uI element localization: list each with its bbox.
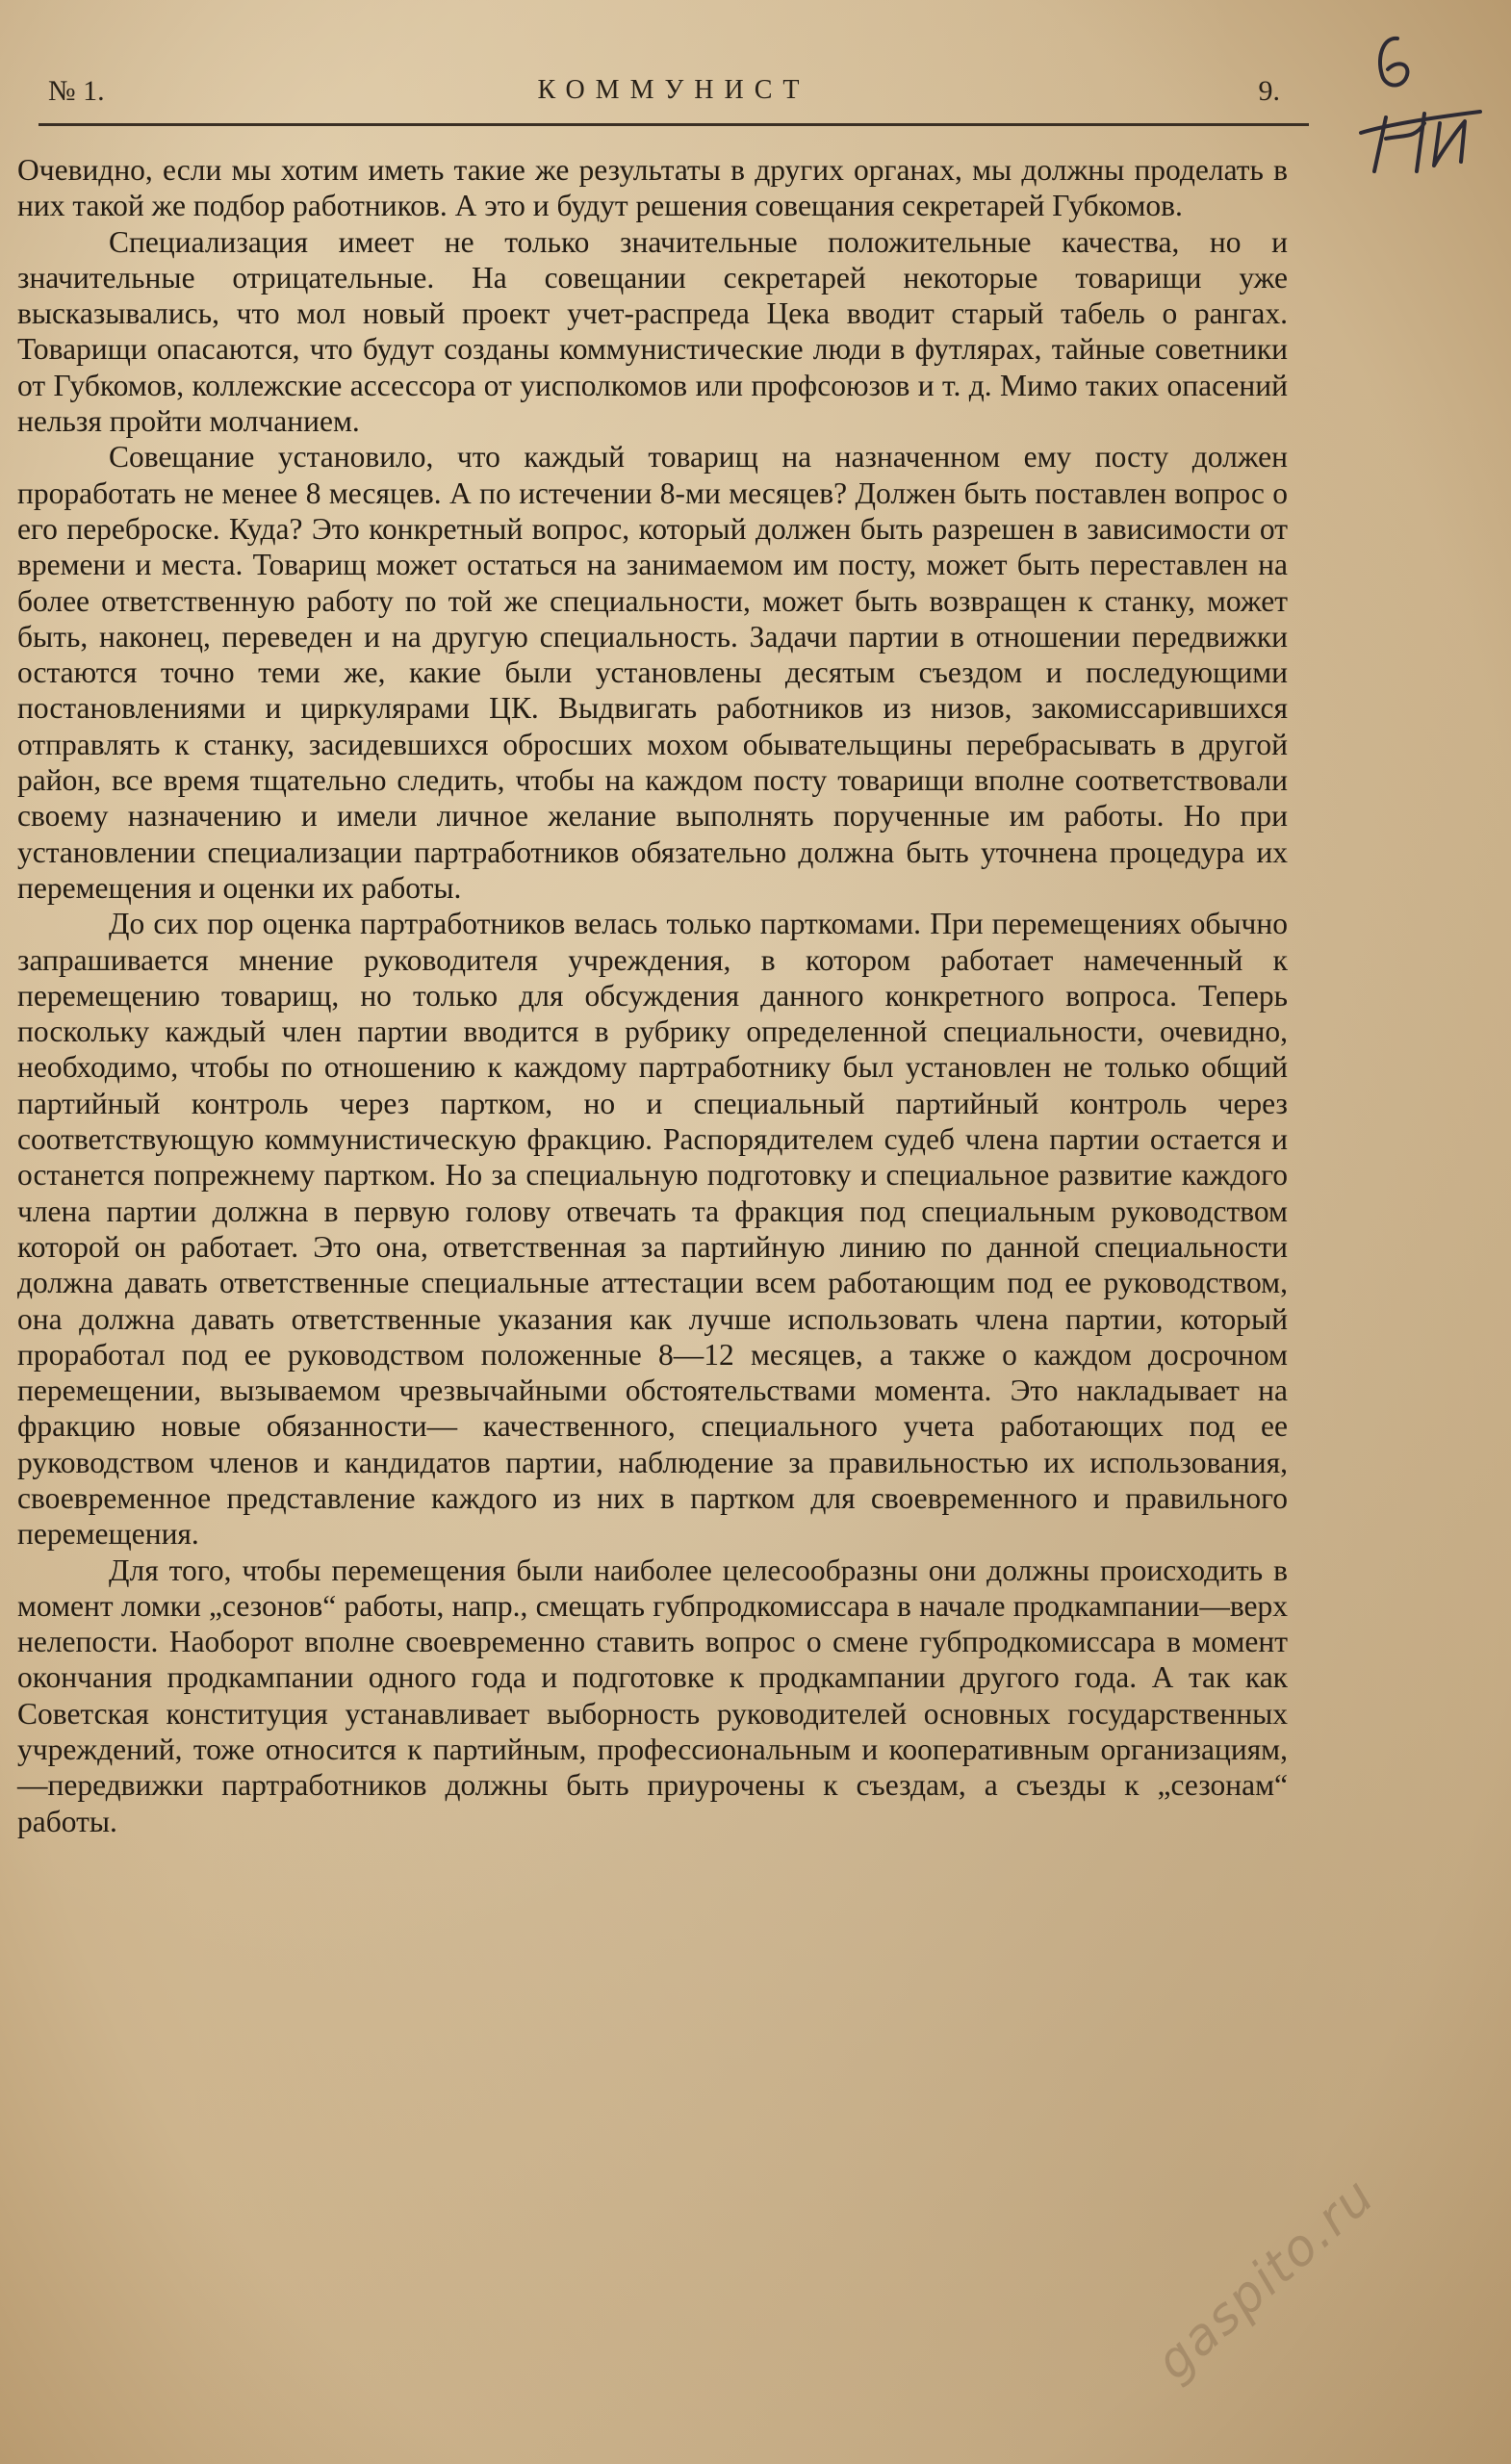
page-number: 9.	[1258, 75, 1280, 107]
handwritten-page-mark	[1347, 17, 1492, 210]
paragraph-4: До сих пор оценка партработников велась только парткомами. При перемещениях обычно запрашивается мнение руководителя учреждения, в котором работает намеченный к перемещению товарищ, но только для обсуждения данного конкретного вопроса. Теперь поскольку каждый член партии вводится в рубрику определенной специальности, очевидно, необходимо, чтобы по отношению к каждому партработнику был установлен не только общий партийный контроль через партком, но и специальный партийный контроль через соответствующую коммунистическую фракцию. Распорядителем судеб члена партии остается и останется попрежнему партком. Но за специальную подготовку и специальное развитие каждого члена партии должна в первую голову отвечать та фракция под специальным руководством которой он работает. Это она, ответственная за партийную линию по данной специальности должна давать ответственные специальные аттестации всем работающим под ее руководством, она должна давать ответственные указания как лучше использовать члена партии, который проработал под ее руководством положенные 8—12 месяцев, а также о каждом досрочном перемещении, вызываемом чрезвычайными обстоятельствами момента. Это накладывает на фракцию новые обязанности— качественного, специального учета работающих под ее руководством членов и кандидатов партии, наблюдение за правильностью их использования, своевременное представление каждого из них в партком для своевременного и правильного перемещения.	[17, 907, 1288, 1552]
paragraph-3: Совещание установило, что каждый товарищ на назначенном ему посту должен проработать не менее 8 месяцев. А по истечении 8-ми месяцев? Должен быть поставлен вопрос о его переброске. Куда? Это конкретный вопрос, который должен быть разрешен в зависимости от времени и места. Товарищ может остаться на занимаемом им посту, может быть переставлен на более ответственную работу по той же специальности, может быть возвращен к станку, может быть, наконец, переведен и на другую специальность. Задачи партии в отношении передвижки остаются точно теми же, какие были установлены десятым съездом и последующими постановлениями и циркулярами ЦК. Выдвигать работников из низов, закомиссарившихся отправлять к станку, засидевшихся обросших мохом обывательщины перебрасывать в другой район, все время тщательно следить, чтобы на каждом посту товарищи вполне соответствовали своему назначению и имели личное желание выполнять порученные им работы. Но при установлении специализации партработников обязательно должна быть уточнена процедура их перемещения и оценки их работы.	[17, 440, 1288, 905]
paragraph-2: Специализация имеет не только значительные положительные качества, но и значительные отрицательные. На совещании секретарей некоторые товарищи уже высказывались, что мол новый проект учет-распреда Цека вводит старый табель о рангах. Товарищи опасаются, что будут созданы коммунистические люди в футлярах, тайные советники от Губкомов, коллежские ассессора от уисполкомов или профсоюзов и т. д. Мимо таких опасений нельзя пройти молчанием.	[17, 224, 1288, 439]
header-rule	[38, 123, 1309, 126]
article-body	[17, 152, 1288, 1839]
site-watermark: gaspito.ru	[1145, 2166, 1387, 2392]
page-header	[48, 75, 1299, 114]
paragraph-1: Очевидно, если мы хотим иметь такие же результаты в других органах, мы должны проделать в них такой же подбор работников. А это и будут решения совещания секретарей Губкомов.	[17, 153, 1288, 223]
issue-number: № 1.	[48, 75, 105, 107]
paragraph-5: Для того, чтобы перемещения были наиболее целесообразны они должны происходить в момент ломки „сезонов“ работы, напр., смещать губпродкомиссара в начале продкампании—верх нелепости. Наоборот вполне своевременно ставить вопрос о смене губпродкомиссара в момент окончания продкампании одного года и подготовке к продкампании другого года. А так как Советская конституция устанавливает выборность руководителей основных государственных учреждений, тоже относится к партийным, профессиональным и кооперативным организациям,—передвижки партработников должны быть приурочены к съездам, а съезды к „сезонам“ работы.	[17, 1553, 1288, 1838]
newspaper-title: КОММУНИСТ	[537, 75, 810, 105]
